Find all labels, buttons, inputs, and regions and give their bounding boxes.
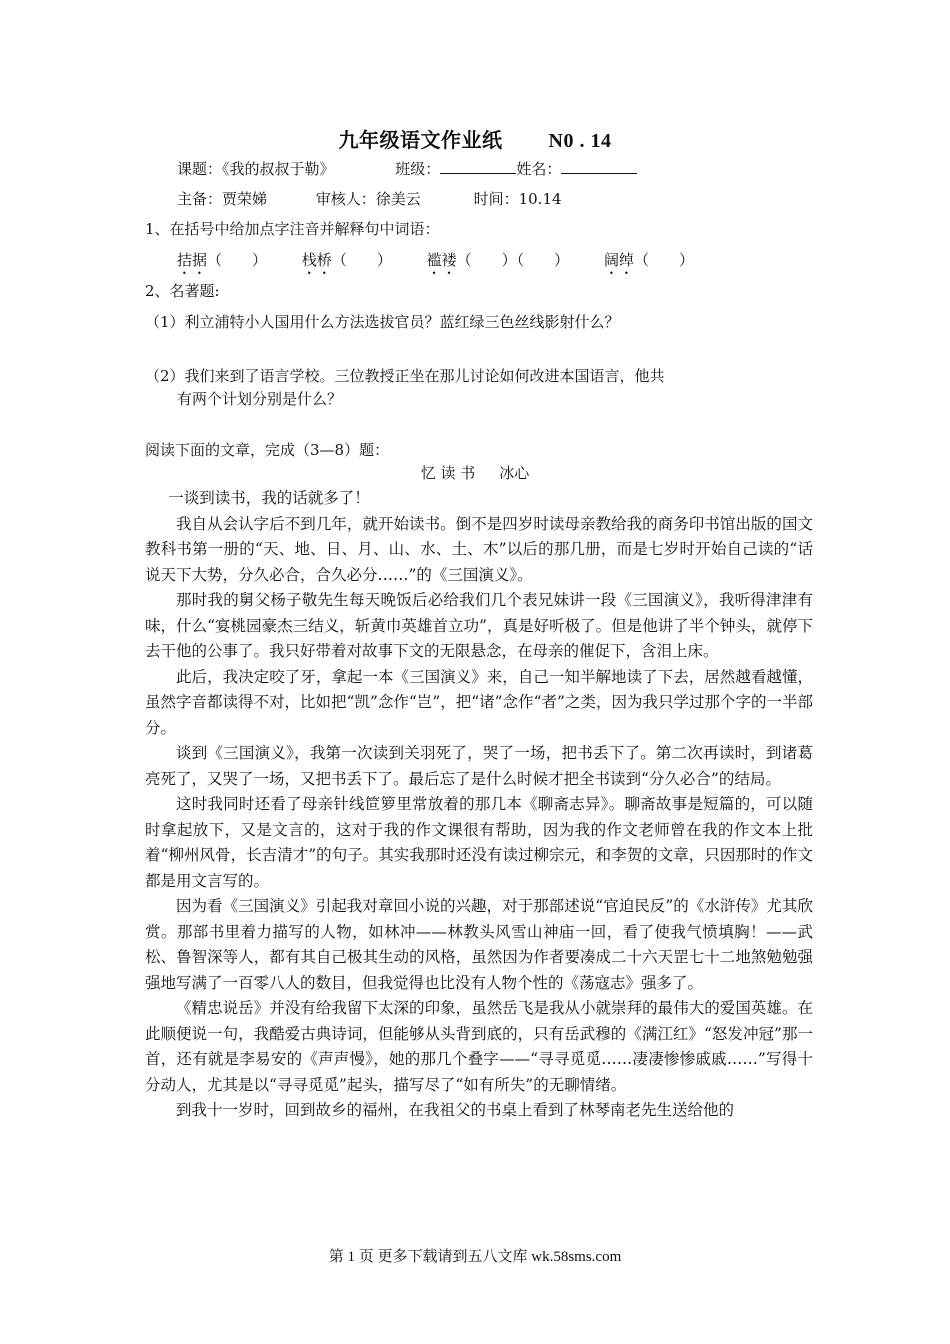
question-2-2-line2: 有两个计划分别是什么？ <box>177 390 343 408</box>
title-text: 九年级语文作业纸 <box>338 128 503 152</box>
question-1-prompt: 1、在括号中给加点字注音并解释句中词语： <box>145 220 440 238</box>
name-blank[interactable] <box>561 159 637 174</box>
staff-line <box>177 188 562 209</box>
passage-paragraph: 一谈到读书，我的话就多了！ <box>168 489 370 507</box>
question-2-1: （1）利立浦特小人国用什么方法选拔官员？蓝红绿三色丝线影射什么？ <box>145 313 620 331</box>
class-label: 班级： <box>395 160 441 178</box>
class-blank[interactable] <box>440 159 516 174</box>
answer-bracket[interactable]: （ ）（ ） <box>456 251 570 269</box>
vocab-item <box>302 251 392 269</box>
topic: 课题：《我的叔叔于勒》 <box>177 160 335 178</box>
vocab-word: 阔绰 <box>603 251 634 269</box>
vocab-item <box>604 251 694 269</box>
answer-bracket[interactable]: （ ） <box>207 251 268 269</box>
vocab-word: 栈桥 <box>301 251 332 269</box>
passage-paragraph: 我自从会认字后不到几年，就开始读书。倒不是四岁时读母亲教给我的商务印书馆出版的国文教科书第一册的“天、地、日、月、山、水、土、木”以后的那几册，而是七岁时开始自己读的“话说天下大势，分久必合，合久必分……”的《三国演义》。 <box>145 514 813 584</box>
vocab-item <box>177 251 267 269</box>
passage-paragraph: 这时我同时还看了母亲针线笸箩里常放着的那几本《聊斋志异》。聊斋故事是短篇的，可以随时拿起放下，又是文言的，这对于我的作文课很有帮助，因为我的作文老师曾在我的作文本上批着“柳州风骨，长吉清才”的句子。其实我那时还没有读过柳宗元，和李贺的文章，只因那时的作文都是用文言写的。 <box>145 795 813 890</box>
vocab-word: 拮据 <box>177 251 208 269</box>
question-2-2-line1: （2）我们来到了语言学校。三位教授正坐在那儿讨论如何改进本国语言，他共 <box>145 367 665 385</box>
date: 时间：10.14 <box>473 190 562 208</box>
answer-bracket[interactable]: （ ） <box>331 251 392 269</box>
name-label: 姓名： <box>516 160 562 178</box>
passage-author: 冰心 <box>499 464 530 482</box>
reading-instruction: 阅读下面的文章，完成（3—8）题： <box>145 441 390 459</box>
vocab-item <box>427 251 570 269</box>
passage-paragraph: 到我十一岁时，回到故乡的福州，在我祖父的书桌上看到了林琴南老先生送给他的 <box>176 1101 735 1119</box>
passage-paragraph: 那时我的舅父杨子敬先生每天晚饭后必给我们几个表兄妹讲一段《三国演义》，我听得津津有味，什么“宴桃园豪杰三结义，斩黄巾英雄首立功”，真是好听极了。但是他讲了半个钟头，就停下去干他的公事了。我只好带着对故事下文的无限悬念，在母亲的催促下，含泪上床。 <box>145 591 813 660</box>
passage-paragraph: 《精忠说岳》并没有给我留下太深的印象，虽然岳飞是我从小就崇拜的最伟大的爱国英雄。在此顺便说一句，我酷爱古典诗词，但能够从头背到底的，只有岳武穆的《满江红》“怒发冲冠”那一首，还有就是李易安的《声声慢》，她的那几个叠字——“寻寻觅觅……凄凄惨惨戚戚……”写得十分动人，尤其是以“寻寻觅觅”起头，描写尽了“如有所失”的无聊情绪。 <box>145 999 813 1094</box>
question-2-prompt: 2、名著题: <box>145 282 220 300</box>
reviewer: 审核人：徐美云 <box>315 190 421 208</box>
passage-paragraph: 谈到《三国演义》，我第一次读到关羽死了，哭了一场，把书丢下了。第二次再读时，到诸葛亮死了，又哭了一场，又把书丢下了。最后忘了是什么时候才把全书读到“分久必合”的结局。 <box>145 744 813 788</box>
page-footer: 第 1 页 更多下载请到五八文库 wk.58sms.com <box>328 1249 622 1265</box>
worksheet-title <box>0 124 950 153</box>
passage-title-text: 忆 读 书 <box>420 464 476 482</box>
preparer: 主备：贾荣娣 <box>177 190 268 208</box>
passage-paragraph: 此后，我决定咬了牙，拿起一本《三国演义》来，自己一知半解地读了下去，居然越看越懂，虽然字音都读得不对，比如把“凯”念作“岂”，把“诸”念作“者”之类，因为我只学过那个字的一半部分。 <box>145 667 813 737</box>
passage-body <box>145 486 813 1124</box>
answer-bracket[interactable]: （ ） <box>633 251 694 269</box>
passage-title <box>0 462 950 483</box>
topic-line <box>177 158 637 179</box>
worksheet-number: N0 . 14 <box>548 130 612 152</box>
vocab-list <box>177 249 724 278</box>
vocab-word: 褴褛 <box>426 251 457 269</box>
passage-paragraph: 因为看《三国演义》引起我对章回小说的兴趣，对于那部述说“官迫民反”的《水浒传》尤其欣赏。那部书里着力描写的人物，如林冲——林教头风雪山神庙一回，看了使我气愤填胸！——武松、鲁智深等人，都有其自己极其生动的风格，虽然因为作者要凑成二十六天罡七十二地煞勉勉强强地写满了一百零八人的数目，但我觉得也比没有人物个性的《荡寇志》强多了。 <box>145 897 813 992</box>
